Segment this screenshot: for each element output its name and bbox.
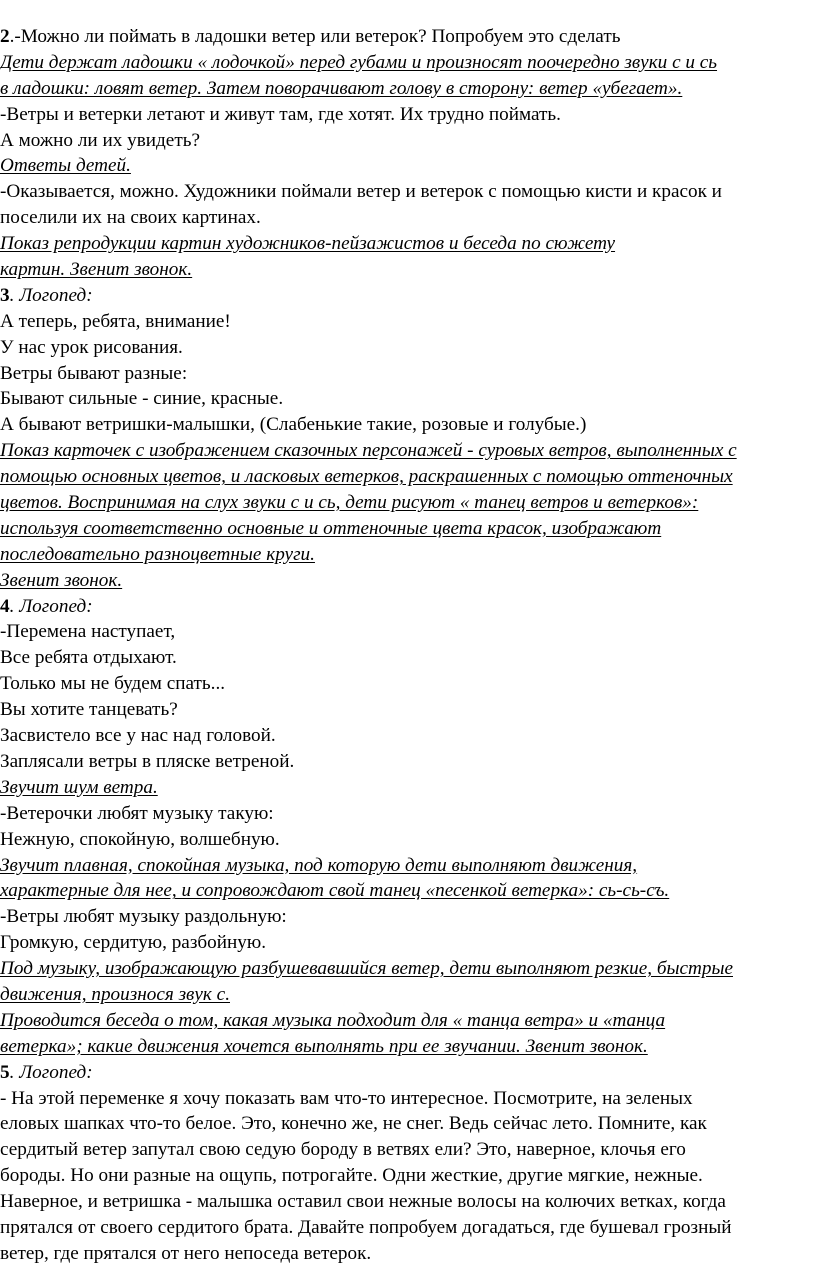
text-line (0, 1137, 810, 1163)
text-line (0, 904, 810, 930)
line-text: -Оказывается, можно. Художники поймали ветер и ветерок с помощью кисти и красок и (0, 181, 722, 203)
text-line (0, 361, 810, 387)
text-line (0, 179, 810, 205)
line-text: Вы хотите танцевать? (0, 699, 178, 721)
line-text: - На этой переменке я хочу показать вам что-то интересное. Посмотрите, на зеленых (0, 1087, 693, 1109)
text-line (0, 205, 810, 231)
line-text: ветерка»; какие движения хочется выполнять при ее звучании. Звенит звонок. (0, 1035, 648, 1057)
text-line (0, 878, 810, 904)
line-text: картин. Звенит звонок. (0, 259, 193, 281)
line-text: А теперь, ребята, внимание! (0, 310, 231, 332)
text-line (0, 1163, 810, 1189)
line-text: -Перемена наступает, (0, 621, 176, 643)
line-text: .-Можно ли поймать в ладошки ветер или ветерок? Попробуем это сделать (9, 26, 621, 47)
text-line (0, 50, 810, 76)
line-text: поселили их на своих картинах. (0, 207, 261, 229)
text-line (0, 257, 810, 283)
line-text: -Ветры любят музыку раздольную: (0, 906, 287, 928)
text-line (0, 516, 810, 542)
line-text: помощью основных цветов, и ласковых ветерков, раскрашенных с помощью оттеночных (0, 466, 733, 488)
text-line (0, 231, 810, 257)
text-line (0, 930, 810, 956)
text-line (0, 153, 810, 179)
line-text: используя соответственно основные и оттеночные цвета красок, изображают (0, 517, 662, 539)
line-text: Дети держат ладошки « лодочкой» перед губами и произносят поочередно звуки с и сь (0, 51, 718, 73)
text-line (0, 542, 810, 568)
line-text: Звучит шум ветра. (0, 776, 158, 798)
line-text: Под музыку, изображающую разбушевавшийся ветер, дети выполняют резкие, быстрые (0, 958, 733, 980)
text-line (0, 1008, 810, 1034)
text-line (0, 827, 810, 853)
text-line (0, 645, 810, 671)
line-text: -Ветерочки любят музыку такую: (0, 802, 274, 824)
text-line (0, 775, 810, 801)
line-text: Бывают сильные - синие, красные. (0, 388, 284, 410)
text-line (0, 1086, 810, 1112)
section-number: 4 (0, 595, 10, 617)
text-line (0, 24, 810, 50)
section-number: 3 (0, 284, 10, 306)
text-line (0, 309, 810, 335)
line-text: еловых шапках что-то белое. Это, конечно же, не снег. Ведь сейчас лето. Помните, как (0, 1113, 707, 1135)
text-line (0, 102, 810, 128)
line-text: Заплясали ветры в пляске ветреной. (0, 750, 295, 772)
text-line (0, 1215, 810, 1241)
line-text: цветов. Воспринимая на слух звуки с и сь, дети рисуют « танец ветров и ветерков»: (0, 492, 699, 514)
text-line (0, 128, 810, 154)
section-number: 2 (0, 26, 10, 47)
line-text: бороды. Но они разные на ощупь, потрогайте. Одни жесткие, другие мягкие, нежные. (0, 1165, 703, 1187)
line-text: . Логопед: (9, 284, 93, 306)
line-text: -Ветры и ветерки летают и живут там, где хотят. Их трудно поймать. (0, 103, 561, 125)
line-text: последовательно разноцветные круги. (0, 543, 315, 565)
line-text: Нежную, спокойную, волшебную. (0, 828, 280, 850)
line-text: Звучит плавная, спокойная музыка, под которую дети выполняют движения, (0, 854, 638, 876)
line-text: Ветры бывают разные: (0, 362, 188, 384)
text-line (0, 1111, 810, 1137)
text-line (0, 412, 810, 438)
text-line (0, 1241, 810, 1267)
text-line (0, 490, 810, 516)
text-line (0, 982, 810, 1008)
line-text: Звенит звонок. (0, 569, 123, 591)
line-text: Показ карточек с изображением сказочных персонажей - суровых ветров, выполненных с (0, 440, 737, 462)
text-line (0, 697, 810, 723)
line-text: в ладошки: ловят ветер. Затем поворачивают голову в сторону: ветер «убегает». (0, 77, 683, 99)
text-line (0, 749, 810, 775)
text-line (0, 1189, 810, 1215)
line-text: Показ репродукции картин художников-пейзажистов и беседа по сюжету (0, 233, 616, 255)
line-text: Засвистело все у нас над головой. (0, 725, 276, 747)
text-line (0, 594, 810, 620)
line-text: Громкую, сердитую, разбойную. (0, 932, 267, 954)
text-line (0, 335, 810, 361)
section-number: 5 (0, 1061, 10, 1083)
text-line (0, 853, 810, 879)
line-text: А можно ли их увидеть? (0, 129, 200, 151)
line-text: Наверное, и ветришка - малышка оставил свои нежные волосы на колючих ветках, когда (0, 1191, 726, 1213)
text-line (0, 438, 810, 464)
line-text: . Логопед: (9, 595, 93, 617)
text-line (0, 283, 810, 309)
line-text: Все ребята отдыхают. (0, 647, 177, 669)
text-line (0, 956, 810, 982)
line-text: А бывают ветришки-малышки, (Слабенькие такие, розовые и голубые.) (0, 414, 587, 436)
text-line (0, 464, 810, 490)
line-text: движения, произнося звук с. (0, 983, 230, 1005)
text-line (0, 801, 810, 827)
text-line (0, 1060, 810, 1086)
text-line (0, 723, 810, 749)
text-line (0, 619, 810, 645)
text-line (0, 568, 810, 594)
line-text: сердитый ветер запутал свою седую бороду в ветвях ели? Это, наверное, клочья его (0, 1139, 686, 1161)
line-text: Только мы не будем спать... (0, 673, 226, 695)
line-text: характерные для нее, и сопровождают свой танец «песенкой ветерка»: сь-сь-съ. (0, 880, 670, 902)
line-text: прятался от своего сердитого брата. Давайте попробуем догадаться, где бушевал грозный (0, 1216, 732, 1238)
line-text: Проводится беседа о том, какая музыка подходит для « танца ветра» и «танца (0, 1009, 666, 1031)
text-line (0, 1034, 810, 1060)
text-line (0, 386, 810, 412)
text-line (0, 671, 810, 697)
text-line (0, 76, 810, 102)
line-text: Ответы детей. (0, 155, 131, 177)
line-text: . Логопед: (9, 1061, 93, 1083)
line-text: ветер, где прятался от него непоседа ветерок. (0, 1242, 372, 1264)
line-text: У нас урок рисования. (0, 336, 183, 358)
